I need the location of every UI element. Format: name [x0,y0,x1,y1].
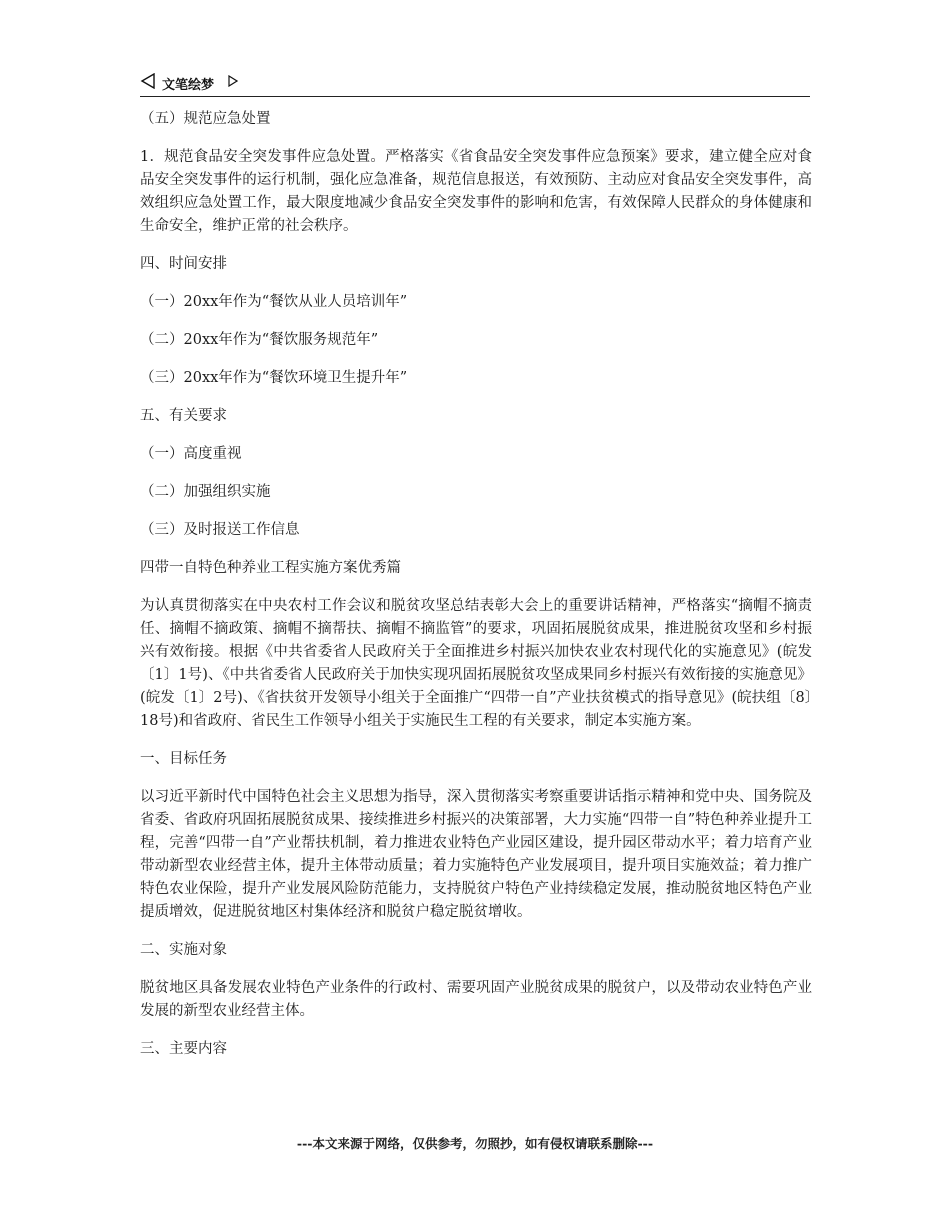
section-heading-requirements: 五、有关要求 [140,408,227,424]
requirement-item-2: （二）加强组织实施 [140,484,271,500]
page-header [140,72,810,97]
triangle-left-icon [140,73,156,89]
paragraph-targets: 脱贫地区具备发展农业特色产业条件的行政村、需要巩固产业脱贫成果的脱贫户，以及带动农业特色产业发展的新型农业经营主体。 [140,980,812,1019]
section-heading-targets: 二、实施对象 [140,942,227,958]
triangle-right-icon [228,75,238,87]
section-heading-content: 三、主要内容 [140,1041,227,1057]
schedule-item-2: （二）20xx年作为“餐饮服务规范年” [140,332,379,348]
requirement-item-3: （三）及时报送工作信息 [140,522,300,538]
section-heading-goals: 一、目标任务 [140,751,227,767]
paragraph-goals: 以习近平新时代中国特色社会主义思想为指导，深入贯彻落实考察重要讲话指示精神和党中央、国务院及省委、省政府巩固拓展脱贫成果、接续推进乡村振兴的决策部署，大力实施“四带一自”特色种养业提升工程，完善“四带一自”产业帮扶机制，着力推进农业特色产业园区建设，提升园区带动水平；着力培育产业带动新型农业经营主体，提升主体带动质量；着力实施特色产业发展项目，提升项目实施效益；着力推广特色农业保险，提升产业发展风险防范能力，支持脱贫户特色产业持续稳定发展，推动脱贫地区特色产业提质增效，促进脱贫地区村集体经济和脱贫户稳定脱贫增收。 [140,789,812,920]
section-heading-schedule: 四、时间安排 [140,256,227,272]
schedule-item-1: （一）20xx年作为“餐饮从业人员培训年” [140,294,408,310]
schedule-item-3: （三）20xx年作为“餐饮环境卫生提升年” [140,370,408,386]
paragraph-emergency-handling: 1．规范食品安全突发事件应急处置。严格落实《省食品安全突发事件应急预案》要求，建立健全应对食品安全突发事件的运行机制，强化应急准备，规范信息报送，有效预防、主动应对食品安全突发事件，高效组织应急处置工作，最大限度地减少食品安全突发事件的影响和危害，有效保障人民群众的身体健康和生命安全，维护正常的社会秩序。 [140,149,812,234]
document-title: 四带一自特色种养业工程实施方案优秀篇 [140,560,401,576]
footer-disclaimer: ---本文来源于网络，仅供参考，勿照抄，如有侵权请联系删除--- [296,1136,654,1151]
brand-label: 文笔绘梦 [162,78,215,93]
section-heading-emergency: （五）规范应急处置 [140,111,271,127]
requirement-item-1: （一）高度重视 [140,446,242,462]
document-body [140,108,812,1076]
paragraph-intro: 为认真贯彻落实在中央农村工作会议和脱贫攻坚总结表彰大会上的重要讲话精神，严格落实“摘帽不摘责任、摘帽不摘政策、摘帽不摘帮扶、摘帽不摘监管”的要求，巩固拓展脱贫成果，推进脱贫攻坚和乡村振兴有效衔接。根据《中共省委省人民政府关于全面推进乡村振兴加快农业农村现代化的实施意见》(皖发〔1〕1号)、《中共省委省人民政府关于加快实现巩固拓展脱贫攻坚成果同乡村振兴有效衔接的实施意见》(皖发〔1〕2号)、《省扶贫开发领导小组关于全面推广“四带一自”产业扶贫模式的指导意见》(皖扶组〔8〕18号)和省政府、省民生工作领导小组关于实施民生工程的有关要求，制定本实施方案。 [140,598,812,729]
